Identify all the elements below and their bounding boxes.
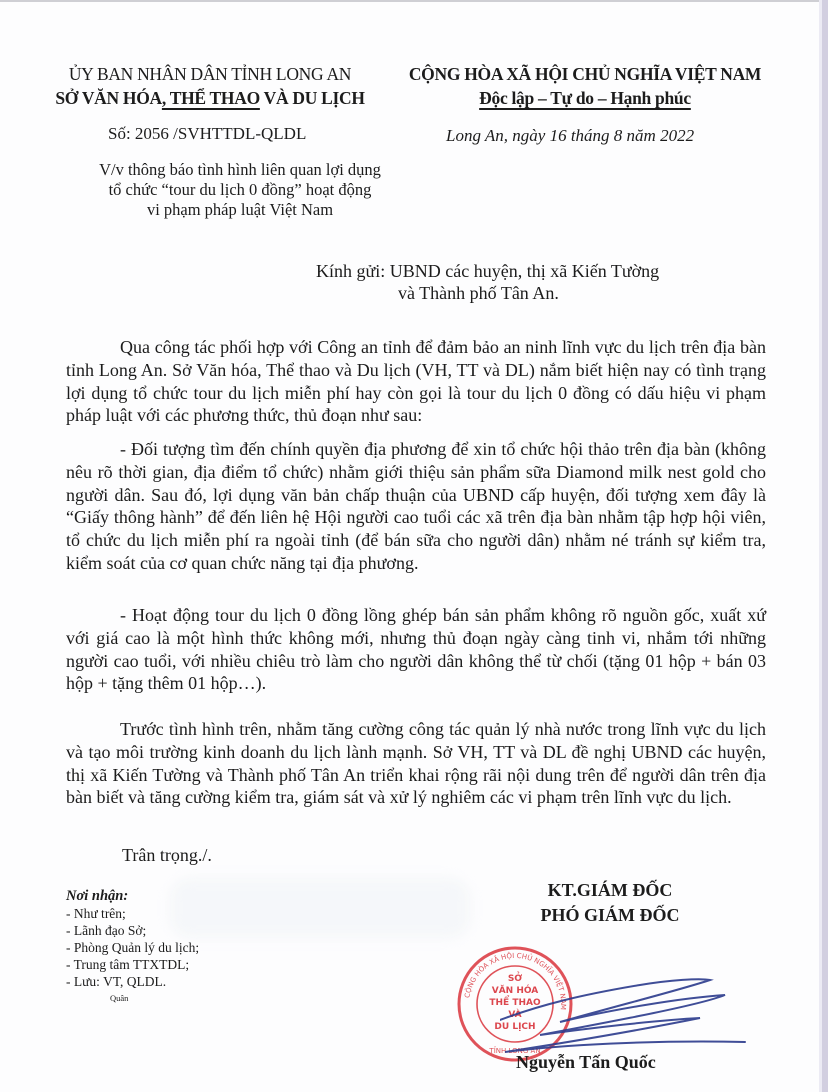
signature-title-line: KT.GIÁM ĐỐC <box>547 880 673 900</box>
recipient <box>316 260 659 304</box>
signature-title <box>480 878 740 928</box>
agency-name-part1: SỞ VĂN HÓA <box>55 88 162 108</box>
svg-text:DU LỊCH: DU LỊCH <box>494 1022 536 1032</box>
subject-line: vi phạm pháp luật Việt Nam <box>146 200 334 219</box>
paragraph-text: Qua công tác phối hợp với Công an tỉnh để đảm bảo an ninh lĩnh vực du lịch trên địa bàn tỉnh Long An. Sở Văn hóa, Thể thao và Du lịch (VH, TT và DL) nắm biết hiện nay có tình trạng lợi dụng tổ chức tour du lịch miễn phí hay còn gọi là tour du lịch 0 đồng có dấu hiệu vi phạm pháp luật với các phương thức, thủ đoạn như sau: <box>66 337 766 426</box>
document-number: Số: 2056 /SVHTTDL-QLDL <box>108 124 307 143</box>
drafter-initials: Quân <box>110 993 129 1003</box>
distribution-title: Nơi nhận: <box>66 888 129 904</box>
paragraph-text: - Hoạt động tour du lịch 0 đồng lồng ghép bán sản phẩm không rõ nguồn gốc, xuất xứ với giá cao là một hình thức không mới, nhưng thủ đoạn ngày càng tinh vi, nhắm tới những người cao tuổi, với nhiều chiêu trò làm cho người dân không thể từ chối (tặng 01 hộp + bán 03 hộp + tặng thêm 01 hộp…). <box>66 605 766 694</box>
handwritten-signature-icon <box>500 960 760 1060</box>
national-title: CỘNG HÒA XÃ HỘI CHỦ NGHĨA VIỆT NAM <box>408 64 762 84</box>
svg-text:VÀ: VÀ <box>508 1010 522 1020</box>
body-paragraph <box>66 718 766 809</box>
redacted-area <box>170 878 470 938</box>
document-date: Long An, ngày 16 tháng 8 năm 2022 <box>446 126 695 145</box>
recipient-line: Kính gửi: UBND các huyện, thị xã Kiến Tường <box>316 261 660 281</box>
subject-line: tổ chức “tour du lịch 0 đồng” hoạt động <box>108 180 372 199</box>
national-motto <box>400 86 770 110</box>
svg-text:CỘNG HÒA XÃ HỘI CHỦ NGHĨA VIỆT: CỘNG HÒA XÃ HỘI CHỦ NGHĨA VIỆT NAM <box>463 951 568 1011</box>
agency-parent: ỦY BAN NHÂN DÂN TỈNH LONG AN <box>68 64 352 84</box>
scrollbar[interactable] <box>822 0 828 1092</box>
signature-title-line: PHÓ GIÁM ĐỐC <box>540 905 680 925</box>
distribution-item: - Trung tâm TTXTDL; <box>66 957 190 972</box>
distribution-item: - Như trên; <box>66 906 126 921</box>
svg-text:TỈNH LONG AN: TỈNH LONG AN <box>489 1047 541 1055</box>
svg-text:THỂ THAO: THỂ THAO <box>489 998 541 1008</box>
document-subject <box>60 160 420 220</box>
paragraph-text: - Đối tượng tìm đến chính quyền địa phương để xin tổ chức hội thảo trên địa bàn (không nêu rõ thời gian, địa điểm tổ chức) nhằm giới thiệu sản phẩm sữa Diamond milk nest gold cho người dân. Sau đó, lợi dụng văn bản chấp thuận của UBND cấp huyện, đối tượng xem đây là “Giấy thông hành” để đến liên hệ Hội người cao tuổi các xã trên địa bàn nhằm tập hợp hội viên, tổ chức du lịch miễn phí ra ngoài tỉnh (để bán sữa cho người dân) nhằm né tránh sự kiểm tra, kiểm soát của cơ quan chức năng tại địa phương. <box>66 439 766 573</box>
distribution-item: - Lãnh đạo Sở; <box>66 923 147 938</box>
distribution-item: - Phòng Quản lý du lịch; <box>66 940 200 955</box>
svg-text:VĂN HÓA: VĂN HÓA <box>491 986 539 996</box>
issuing-agency-header <box>40 62 380 110</box>
paragraph-text: Trước tình hình trên, nhằm tăng cường công tác quản lý nhà nước trong lĩnh vực du lịch và tạo môi trường kinh doanh du lịch lành mạnh. Sở VH, TT và DL đề nghị UBND các huyện, thị xã Kiến Tường và Thành phố Tân An triển khai rộng rãi nội dung trên để người dân trên địa bàn biết và tăng cường kiểm tra, giám sát và xử lý nghiêm các vi phạm trên lĩnh vực du lịch. <box>66 719 766 808</box>
body-paragraph <box>66 336 766 427</box>
national-header <box>400 62 770 110</box>
subject-line: V/v thông báo tình hình liên quan lợi dụng <box>99 160 381 179</box>
closing: Trân trọng./. <box>122 845 212 865</box>
svg-text:SỞ: SỞ <box>507 974 523 984</box>
distribution-item: - Lưu: VT, QLDL. <box>66 974 167 989</box>
distribution-list <box>66 888 199 1007</box>
agency-name-part3: VÀ DU LỊCH <box>259 88 365 108</box>
body-paragraph <box>66 438 766 575</box>
agency-name-part2: , THỂ THAO <box>161 88 260 108</box>
national-motto-text: Độc lập – Tự do – Hạnh phúc <box>479 88 691 108</box>
body-paragraph <box>66 604 766 695</box>
signer-name: Nguyễn Tấn Quốc <box>516 1052 656 1072</box>
recipient-line: và Thành phố Tân An. <box>398 283 559 303</box>
agency-name <box>40 86 380 110</box>
